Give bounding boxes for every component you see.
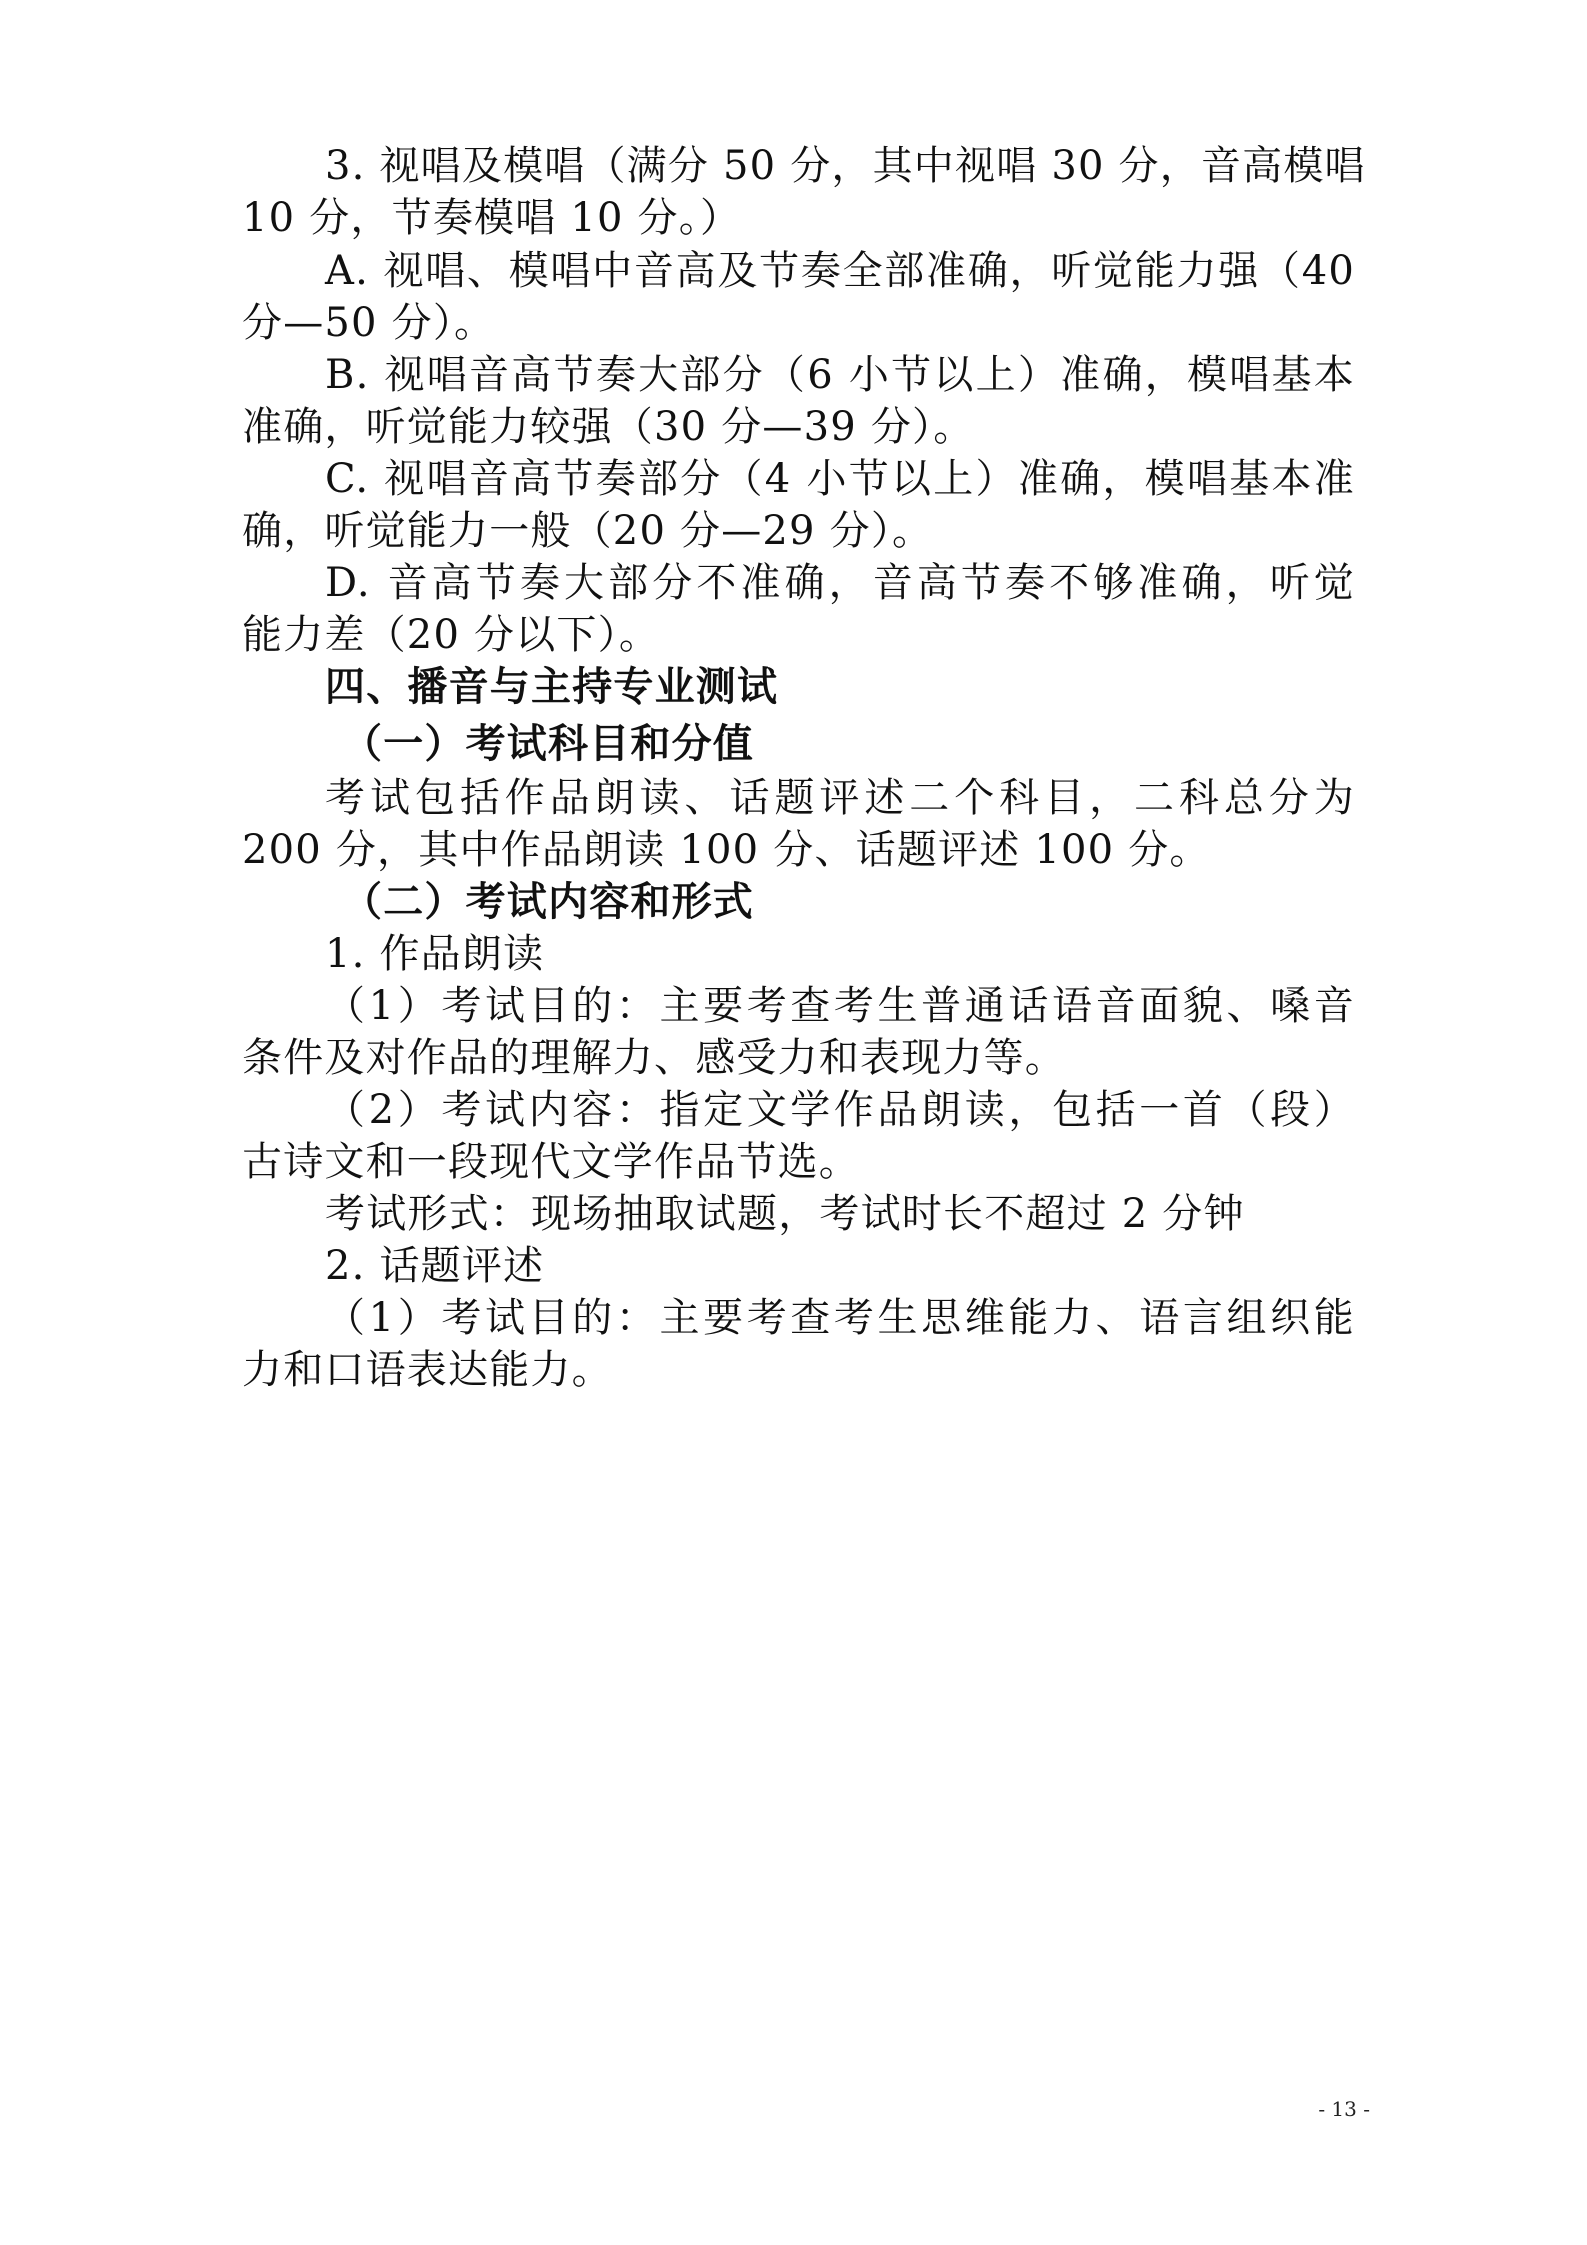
section4-heading: 四、播音与主持专业测试 [325, 663, 779, 710]
criterion-d-line2: 能力差（20 分以下）。 [242, 612, 661, 658]
criterion-c-line1: C. 视唱音高节奏部分（4 小节以上）准确，模唱基本准 [325, 456, 1355, 502]
item1-content-line2: 古诗文和一段现代文学作品节选。 [242, 1139, 860, 1185]
criterion-a-line2: 分—50 分）。 [242, 300, 496, 346]
item1-title: 1. 作品朗读 [325, 931, 545, 977]
subsection2-heading: （二）考试内容和形式 [342, 878, 754, 925]
item1-format: 考试形式：现场抽取试题，考试时长不超过 2 分钟 [325, 1191, 1245, 1237]
item2-purpose-line1: （1）考试目的：主要考查考生思维能力、语言组织能 [325, 1295, 1355, 1341]
criterion-d-line1: D. 音高节奏大部分不准确，音高节奏不够准确，听觉 [325, 560, 1355, 606]
item2-purpose-line2: 力和口语表达能力。 [242, 1347, 613, 1393]
item1-purpose-line1: （1）考试目的：主要考查考生普通话语音面貌、嗓音 [325, 983, 1355, 1029]
criterion-b-line2: 准确，听觉能力较强（30 分—39 分）。 [242, 404, 975, 450]
item1-purpose-line2: 条件及对作品的理解力、感受力和表现力等。 [242, 1035, 1066, 1081]
criterion-b-line1: B. 视唱音高节奏大部分（6 小节以上）准确，模唱基本 [325, 352, 1355, 398]
subsection1-line1: 考试包括作品朗读、话题评述二个科目，二科总分为 [325, 775, 1355, 821]
criterion-a-line1: A. 视唱、模唱中音高及节奏全部准确，听觉能力强（40 [325, 248, 1355, 294]
subsection1-heading: （一）考试科目和分值 [342, 720, 754, 767]
section3-title-line2: 10 分，节奏模唱 10 分。） [242, 195, 742, 241]
criterion-c-line2: 确，听觉能力一般（20 分—29 分）。 [242, 508, 934, 554]
subsection1-line2: 200 分，其中作品朗读 100 分、话题评述 100 分。 [242, 827, 1211, 873]
section3-title-line1: 3. 视唱及模唱（满分 50 分，其中视唱 30 分，音高模唱 [325, 143, 1366, 189]
item1-content-line1: （2）考试内容：指定文学作品朗读，包括一首（段） [325, 1087, 1355, 1133]
page-number: - 13 - [1318, 2097, 1370, 2121]
item2-title: 2. 话题评述 [325, 1243, 545, 1289]
